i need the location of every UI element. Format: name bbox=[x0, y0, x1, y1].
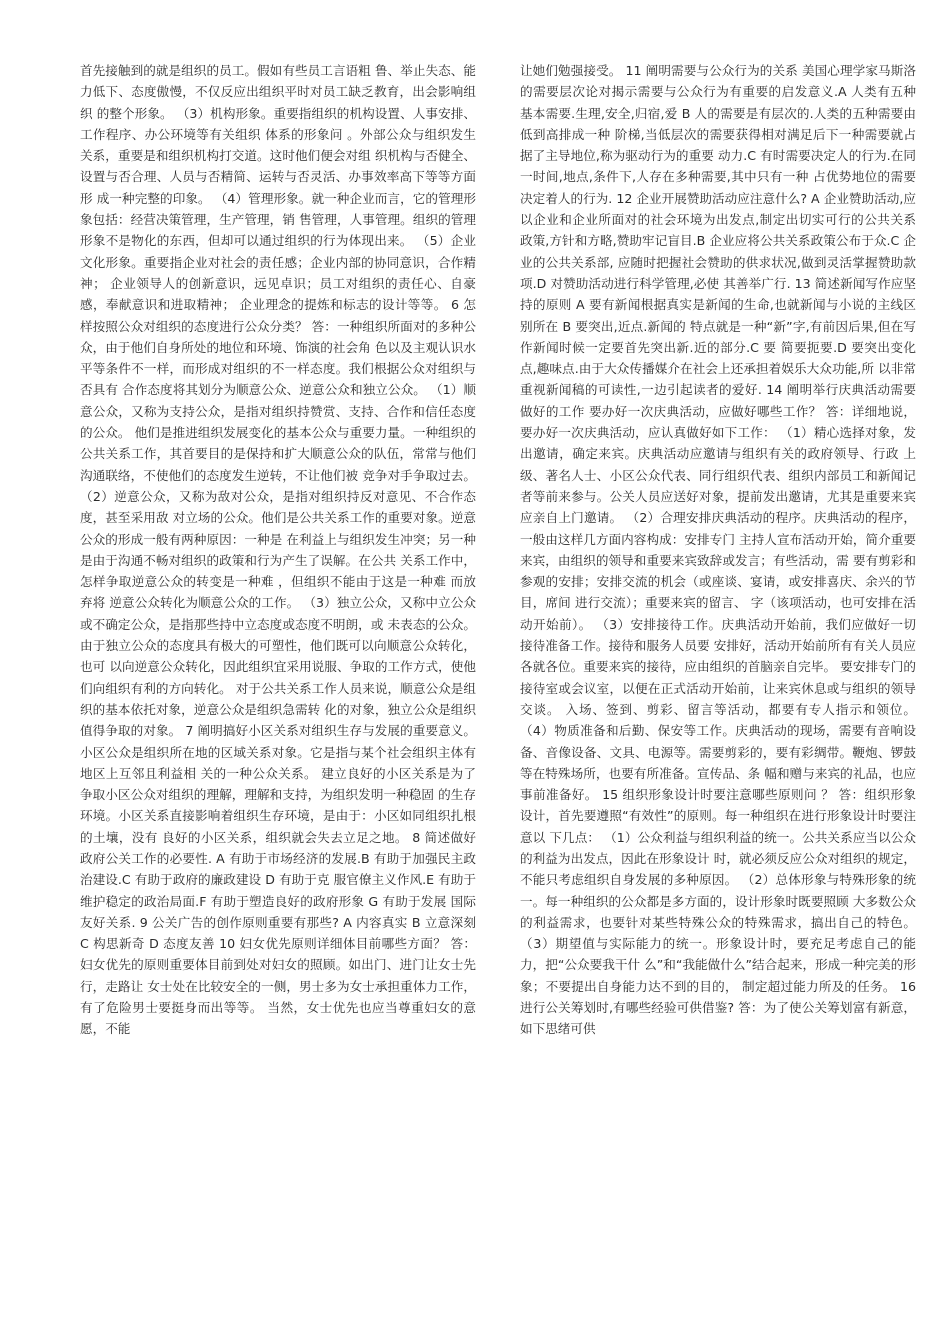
left-text-column: 首先接触到的就是组织的员工。假如有些员工言语粗 鲁、举止失态、能力低下、态度傲慢，不仅反应出组织平时对员工缺乏教育，出会影响组织 的整个形象。 （3）机构形象。重要指组织的机构设置、人事安排、工作程序、办公环境等有关组织 体系的形象问 。外部公众与组织发生关系，重要是和组织机构打交道。这时他们便会对组 织机构与否健全、设置与否合理、人员与否精简、运转与否灵活、办事效率高下等等方面形 成一种完整的印象。 （4）管理形象。就一种企业而言，它的管理形象包括：经营决策管理，生产管理，销 售管理，人事管理。组织的管理形象不是物化的东西，但却可以通过组织的行为体现出来。 （5）企业文化形象。重要指企业对社会的责任感；企业内部的协同意识，合作精神； 企业领导人的创新意识，远见卓识；员工对组织的责任心、自豪感，奉献意识和进取精神； 企业理念的提炼和标志的设计等等。 6 怎样按照公众对组织的态度进行公众分类？ 答：一种组织所面对的多种公众，由于他们自身所处的地位和环境、饰演的社会角 色以及主观认识水平等条件不一样，而形成对组织的不一样态度。我们根据公众对组织与否具有 合作态度将其划分为顺意公众、逆意公众和独立公众。 （1）顺意公众，又称为支持公众，是指对组织持赞赏、支持、合作和信任态度的公众。 他们是推进组织发展变化的基本公众与重要力量。一种组织的公共关系工作，其首要目的是保持和扩大顺意公众的队伍，常常与他们沟通联络，不使他们的态度发生逆转，不让他们被 竞争对手争取过去。 （2）逆意公众，又称为敌对公众，是指对组织持反对意见、不合作态度，甚至采用敌 对立场的公众。他们是公共关系工作的重要对象。逆意公众的形成一般有两种原因：一种是 在利益上与组织发生冲突；另一种是由于沟通不畅对组织的政策和行为产生了误解。在公共 关系工作中，怎样争取逆意公众的转变是一种难 ，但组织不能由于这是一种难 而放弃将 逆意公众转化为顺意公众的工作。 （3）独立公众，又称中立公众或不确定公众，是指那些持中立态度或态度不明朗，或 未表态的公众。由于独立公众的态度具有极大的可塑性，他们既可以向顺意公众转化，也可 以向逆意公众转化，因此组织宜采用说服、争取的工作方式，使他们向组织有利的方向转化。 对于公共关系工作人员来说，顺意公众是组织的基本依托对象，逆意公众是组织急需转 化的对象，独立公众是组织值得争取的对象。 7 阐明搞好小区关系对组织生存与发展的重要意义。 小区公众是组织所在地的区域关系对象。它是指与某个社会组织主体有地区上互邻且利益相 关的一种公众关系。 建立良好的小区关系是为了争取小区公众对组织的理解，理解和支持，为组织发明一种稳固 的生存环境。小区关系直接影响着组织生存环境，是由于：小区如同组织扎根的土壤，没有 良好的小区关系，组织就会失去立足之地。 8 简述做好政府公关工作的必要性. A 有助于市场经济的发展.B 有助于加强民主政治建设.C 有助于政府的廉政建设 D 有助于克 服官僚主义作风.E 有助于维护稳定的政治局面.F 有助于塑造良好的政府形象 G 有助于发展 国际友好关系. 9 公关广告的创作原则重要有那些? A 内容真实 B 立意深刻 C 构思新奇 D 态度友善 10 妇女优先原则详细体目前哪些方面？ 答：妇女优先的原则重要体目前到处对妇女的照顾。如出门、进门让女士先行，走路让 女士处在比较安全的一侧，男士多为女士承担重体力工作，有了危险男士要挺身而出等等。 当然，女士优先也应当尊重妇女的意愿，不能 bbox=[80, 63, 476, 1037]
right-text-column: 让她们勉强接受。 11 阐明需要与公众行为的关系 美国心理学家马斯洛的需要层次论对揭示需要与公众行为有重要的启发意义.A 人类有五种 基本需要.生理,安全,归宿,爱 B 人的需要是有层次的.人类的五种需要由低到高排成一种 阶梯,当低层次的需要获得相对满足后下一种需要就占据了主导地位,称为驱动行为的重要 动力.C 有时需要决定人的行为.在同一时间,地点,条件下,人存在多种需要,其中只有一种 占优势地位的需要决定着人的行为. 12 企业开展赞助活动应注意什么? A 企业赞助活动,应以企业和企业所面对的社会环境为出发点,制定出切实可行的公共关系 政策,方针和方略,赞助牢记盲目.B 企业应将公共关系政策公布于众.C 企业的公共关系部, 应随时把握社会赞助的供求状况,做到灵活掌握赞助款项.D 对赞助活动进行科学管理,必使 其善举广行. 13 简述新闻写作应坚持的原则 A 要有新闻根据真实是新闻的生命,也就新闻与小说的主线区别所在 B 要突出,近点.新闻的 特点就是一种“新”字,有前因后果,但在写作新闻时候一定要首先突出新.近的部分.C 要 简要扼要.D 要突出变化点,趣味点.由于大众传播媒介在社会上还承担着娱乐大众功能,所 以非常重视新闻稿的可读性,一边引起读者的爱好. 14 阐明举行庆典活动需要做好的工作 要办好一次庆典活动，应做好哪些工作？ 答：详细地说，要办好一次庆典活动，应认真做好如下工作： （1）精心选择对象，发出邀请，确定来宾。庆典活动应邀请与组织有关的政府领导、行政 上级、著名人士、小区公众代表、同行组织代表、组织内部员工和新闻记者等前来参与。公关人员应送好对象，提前发出邀请，尤其是重要来宾应亲自上门邀请。 （2）合理安排庆典活动的程序。庆典活动的程序，一般由这样几方面内容构成：安排专门 主持人宣布活动开始，简介重要来宾，由组织的领导和重要来宾致辞或发言；有些活动，需 要有剪彩和参观的安排；安排交流的机会（或座谈、宴请，或安排喜庆、余兴的节目，席间 进行交流）；重要来宾的留言、 字（该项活动，也可安排在活动开始前）。 （3）安排接待工作。庆典活动开始前，我们应做好一切接待准备工作。接待和服务人员要 安排好，活动开始前所有有关人员应各就各位。重要来宾的接待，应由组织的首脑亲自完毕。 要安排专门的接待室或会议室，以便在正式活动开始前，让来宾休息或与组织的领导交谈。 入场、签到、剪彩、留言等活动，都要有专人指示和领位。 （4）物质准备和后勤、保安等工作。庆典活动的现场，需要有音响设备、音像设备、文具、电源等。需要剪彩的，要有彩绸带。鞭炮、锣鼓等在特殊场所，也要有所准备。宣传品、条 幅和赠与来宾的礼品，也应事前准备好。 15 组织形象设计时要注意哪些原则问 ？ 答：组织形象设计，首先要遵照“有效性”的原则。每一种组织在进行形象设计时要注意以 下几点： （1）公众利益与组织利益的统一。公共关系应当以公众的利益为出发点，因此在形象设计 时，就必须反应公众对组织的规定，不能只考虑组织自身发展的多种原因。 （2）总体形象与特殊形象的统一。每一种组织的公众都是多方面的，设计形象时既要照顾 大多数公众的利益需求，也要针对某些特殊公众的特殊需求，搞出自己的特色。 （3）期望值与实际能力的统一。形象设计时，要充足考虑自己的能力，把“公众要我干什 么”和“我能做什么”结合起来，形成一种完美的形象；不要提出自身能力达不到的目的， 制定超过能力所及的任务。 16 进行公关筹划时,有哪些经验可供借鉴? 答：为了使公关筹划富有新意，如下思绪可供 bbox=[520, 63, 916, 1037]
